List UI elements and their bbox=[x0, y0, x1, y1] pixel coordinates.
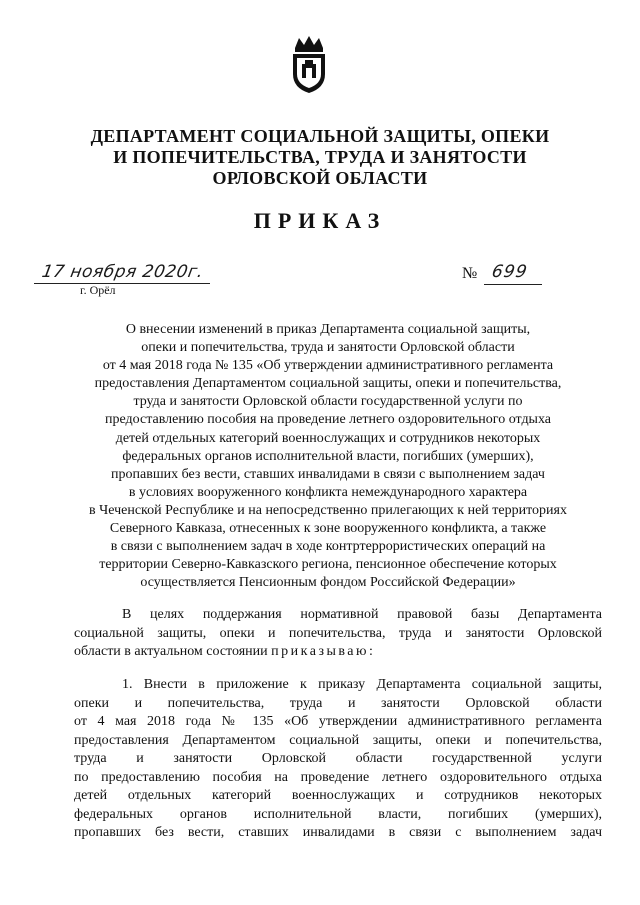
date-underline bbox=[34, 283, 210, 284]
preamble-line: социальной защиты, опеки и попечительства, труда и занятости Орловской bbox=[74, 625, 602, 641]
subject-line: опеки и попечительства, труда и занятости Орловской области bbox=[141, 340, 515, 356]
handwritten-date: 17 ноября 2020г. bbox=[40, 262, 206, 282]
number-underline bbox=[484, 284, 542, 285]
subject-line: пропавших без вести, ставших инвалидами в связи с выполнением задач bbox=[111, 466, 545, 482]
subject-line: осуществляется Пенсионным фондом Российской Федерации» bbox=[140, 575, 516, 591]
department-line: ОРЛОВСКОЙ ОБЛАСТИ bbox=[212, 168, 428, 188]
subject-line: предоставления Департаментом социальной защиты, опеки и попечительства, bbox=[94, 376, 562, 392]
item-line: опеки и попечительства, труда и занятости Орловской области bbox=[74, 695, 602, 711]
order-command: приказываю: bbox=[271, 644, 376, 659]
subject-line: О внесении изменений в приказ Департамента социальной защиты, bbox=[125, 322, 531, 337]
subject-line: детей отдельных категорий военнослужащих и сотрудников некоторых bbox=[115, 430, 541, 446]
item-line: 1. Внести в приложение к приказу Департамента социальной защиты, bbox=[122, 677, 602, 692]
preamble-line-start: области в актуальном состоянии bbox=[74, 644, 268, 659]
department-line: И ПОПЕЧИТЕЛЬСТВА, ТРУДА И ЗАНЯТОСТИ bbox=[113, 147, 527, 167]
subject-line: федеральных органов исполнительной власти, погибших (умерших), bbox=[122, 448, 534, 464]
department-line: ДЕПАРТАМЕНТ СОЦИАЛЬНОЙ ЗАЩИТЫ, ОПЕКИ bbox=[90, 126, 550, 146]
coat-of-arms-icon bbox=[287, 34, 331, 94]
subject-line: от 4 мая 2018 года № 135 «Об утверждении административного регламента bbox=[102, 358, 554, 374]
item-line: от 4 мая 2018 года № 135 «Об утверждении административного регламента bbox=[74, 714, 602, 729]
subject-line: Северного Кавказа, отнесенных к зоне вооруженного конфликта, а также bbox=[109, 521, 547, 537]
order-subject bbox=[58, 321, 598, 592]
city-label: г. Орёл bbox=[80, 283, 116, 297]
subject-line: в условиях вооруженного конфликта немеждународного характера bbox=[128, 484, 528, 500]
item-line: пропавших без вести, ставших инвалидами в связи с выполнением задач bbox=[74, 825, 602, 840]
item-line: по предоставлению пособия на проведение летнего оздоровительного отдыха bbox=[74, 769, 602, 785]
subject-line: предоставлению пособия на проведение летнего оздоровительного отдыха bbox=[105, 412, 551, 428]
preamble-paragraph bbox=[74, 606, 602, 662]
subject-line: территории Северно-Кавказского региона, пенсионное обеспечение которых bbox=[99, 557, 557, 573]
item-1-paragraph bbox=[74, 676, 602, 843]
subject-line: труда и занятости Орловской области государственной услуги по bbox=[133, 394, 523, 410]
item-line: детей отдельных категорий военнослужащих и сотрудников некоторых bbox=[74, 788, 602, 803]
number-label: № bbox=[462, 265, 478, 282]
order-title: ПРИКАЗ bbox=[253, 208, 387, 233]
item-line: федеральных органов исполнительной власти, погибших (умерших), bbox=[74, 806, 602, 822]
subject-line: в связи с выполнением задач в ходе контртеррористических операций на bbox=[110, 539, 546, 555]
department-name bbox=[40, 126, 600, 189]
subject-line: в Чеченской Республике и на непосредственно прилегающих к ней территориях bbox=[89, 502, 567, 518]
item-line: труда и занятости Орловской области государственной услуги bbox=[74, 751, 602, 766]
handwritten-number: 699 bbox=[490, 262, 530, 282]
item-line: предоставления Департаментом социальной защиты, опеки и попечительства, bbox=[74, 732, 602, 748]
preamble-line: В целях поддержания нормативной правовой базы Департамента bbox=[122, 607, 602, 622]
preamble-last-line bbox=[74, 643, 602, 662]
